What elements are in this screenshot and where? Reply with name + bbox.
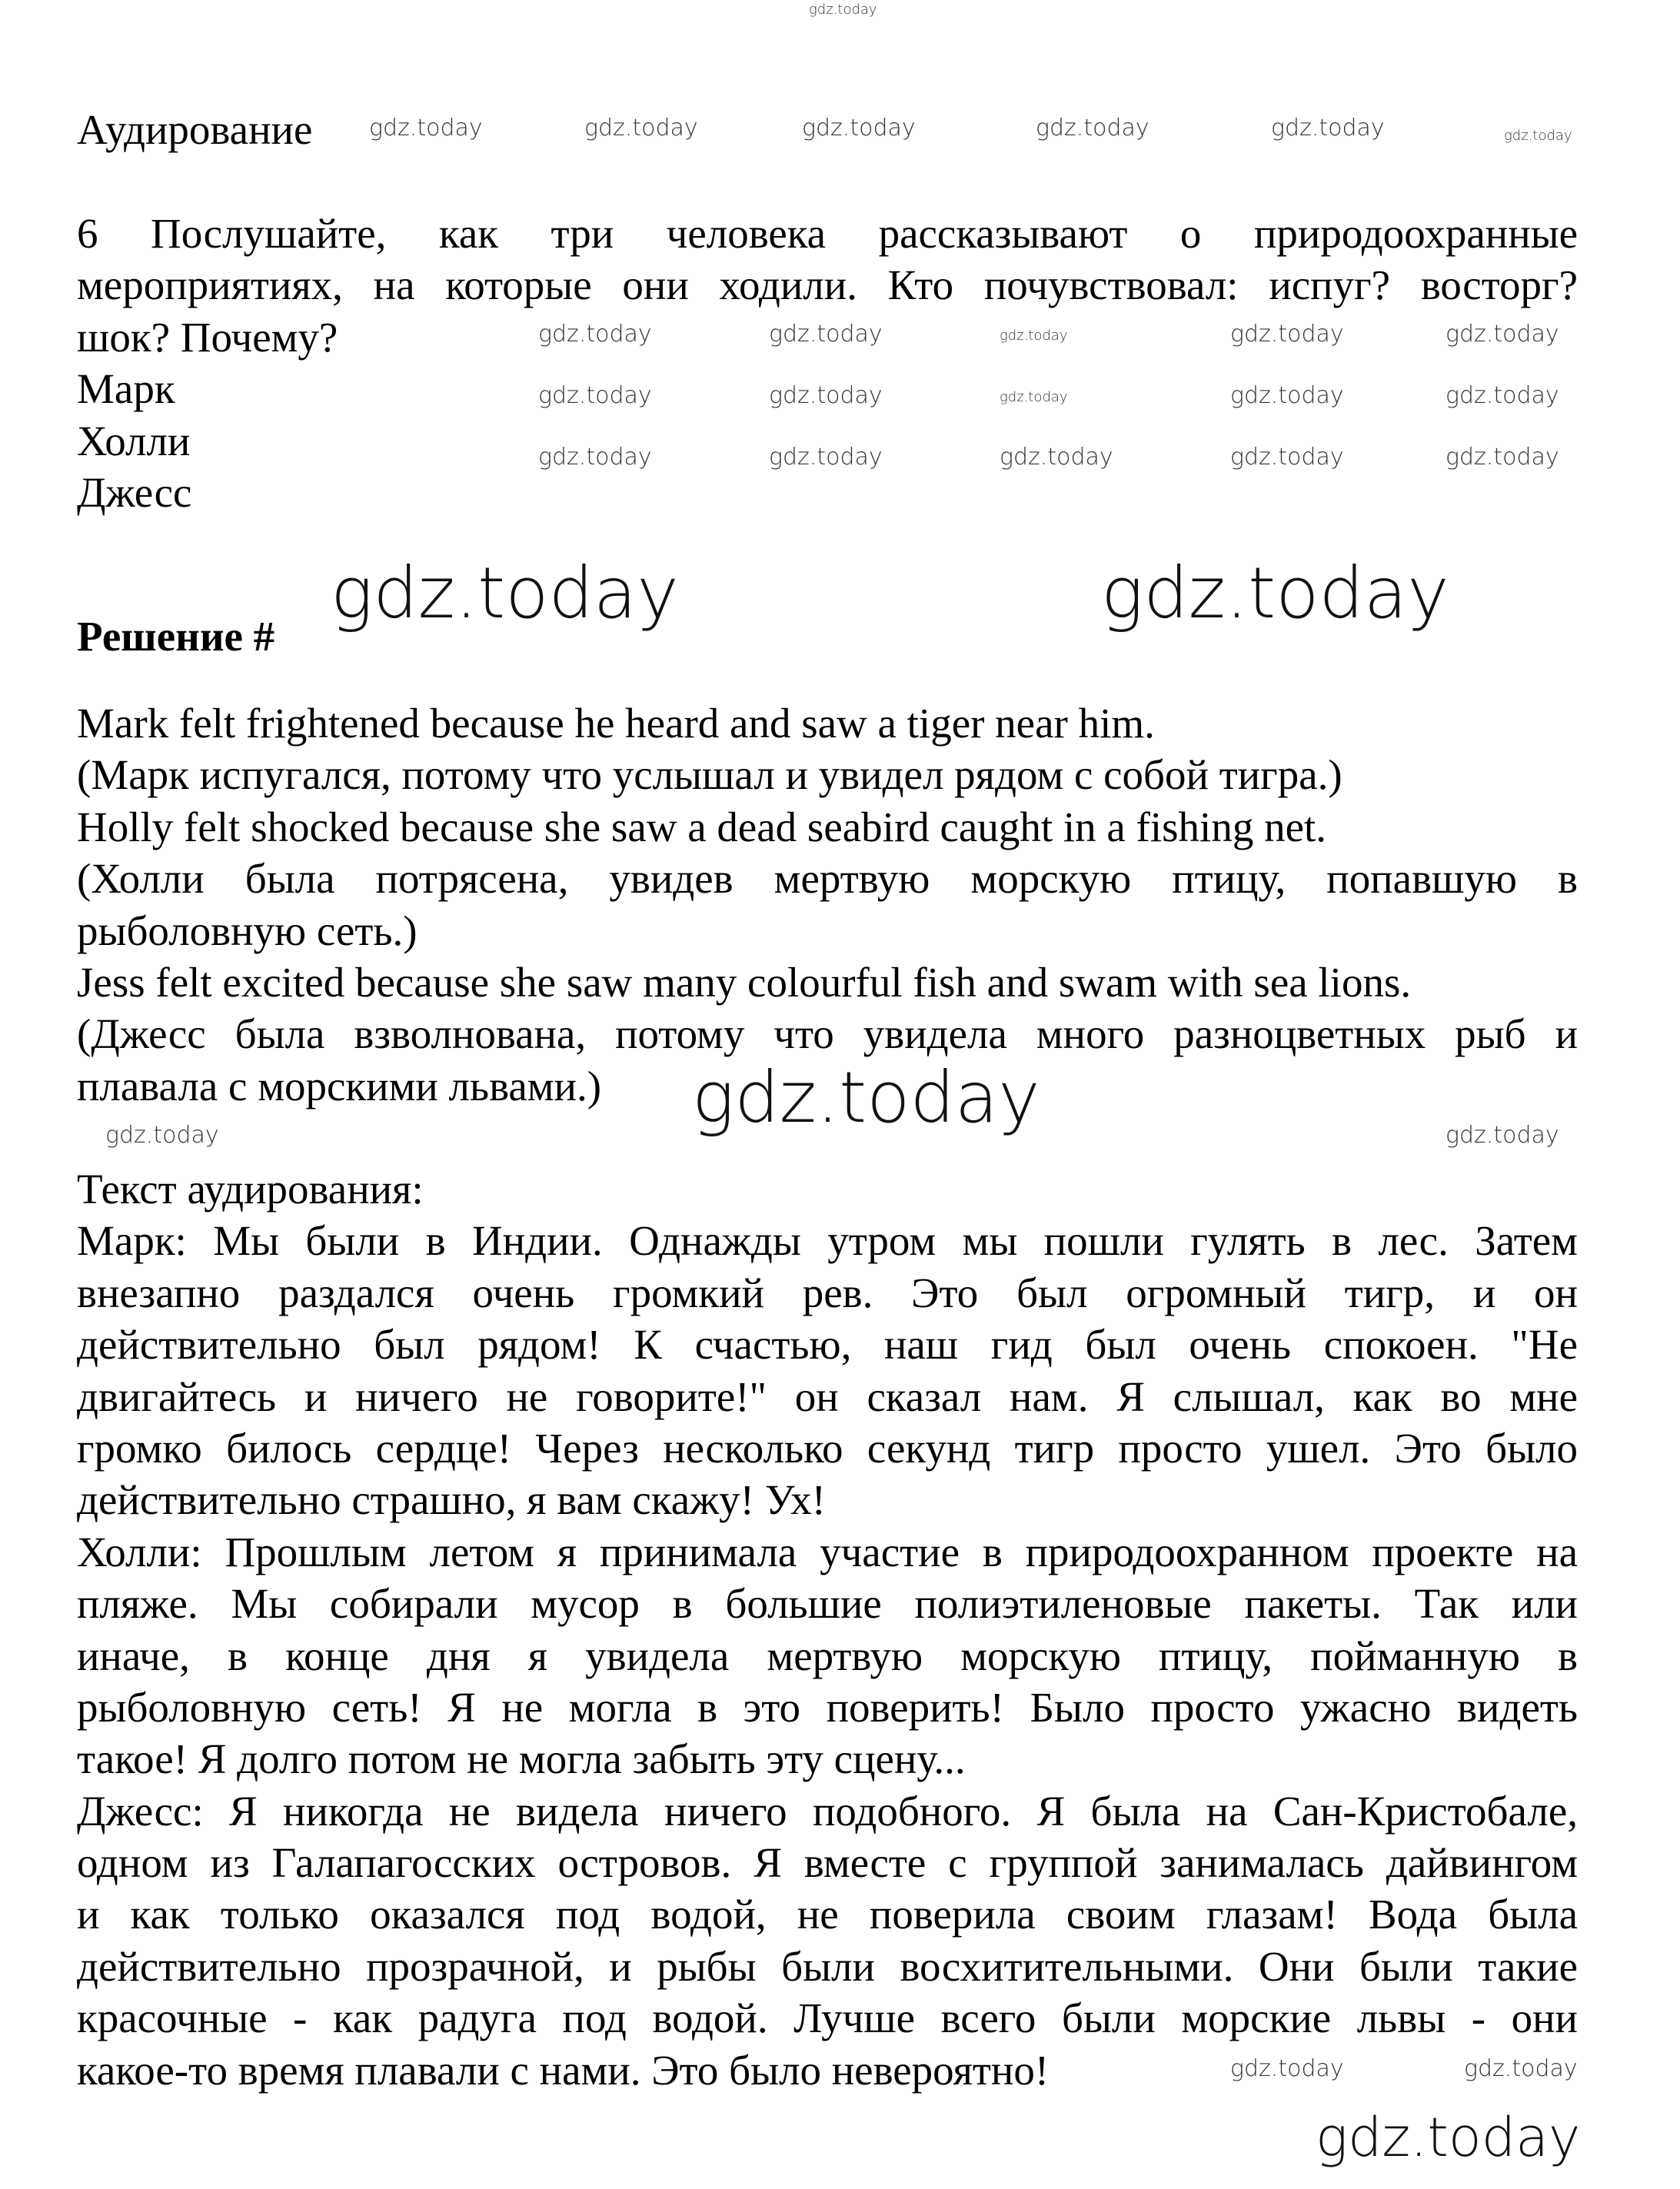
- transcript-line: двигайтесь и ничего не говорите!" он сказал нам. Я слышал, как во мне: [77, 1372, 1578, 1420]
- watermark: gdz.today: [1000, 444, 1113, 471]
- transcript-line: Джесс: Я никогда не видела ничего подобного. Я была на Сан-Кристобале,: [77, 1787, 1578, 1835]
- task-line: шок? Почему?: [77, 313, 338, 361]
- task-line: Джесс: [77, 468, 192, 516]
- watermark: gdz.today: [692, 1056, 1040, 1139]
- answer-line: (Марк испугался, потому что услышал и увидел рядом с собой тигра.): [77, 751, 1342, 799]
- watermark: gdz.today: [1101, 552, 1449, 634]
- watermark: gdz.today: [1316, 2106, 1581, 2169]
- watermark: gdz.today: [105, 1122, 219, 1149]
- transcript-line: и как только оказался под водой, не поверила своим глазам! Вода была: [77, 1891, 1578, 1938]
- watermark: gdz.today: [1445, 321, 1559, 348]
- watermark: gdz.today: [802, 115, 916, 141]
- answer-line: (Холли была потрясена, увидев мертвую морскую птицу, попавшую в: [77, 855, 1578, 903]
- transcript-line: Текст аудирования:: [77, 1166, 424, 1213]
- watermark: gdz.today: [1271, 115, 1385, 141]
- transcript-line: рыболовную сеть! Я не могла в это поверить! Было просто ужасно видеть: [77, 1683, 1578, 1731]
- watermark: gdz.today: [809, 2, 877, 18]
- solution-heading: Решение #: [77, 613, 275, 660]
- watermark: gdz.today: [1036, 115, 1149, 141]
- task-text: [77, 208, 1578, 518]
- task-line: 6 Послушайте, как три человека рассказывают о природоохранные: [77, 210, 1578, 257]
- transcript-line: действительно был рядом! К счастью, наш гид был очень спокоен. "Не: [77, 1321, 1578, 1369]
- transcript-line: красочные - как радуга под водой. Лучше всего были морские львы - они: [77, 1994, 1578, 2042]
- task-line: Марк: [77, 365, 175, 413]
- watermark: gdz.today: [1230, 321, 1344, 348]
- transcript-line: иначе, в конце дня я увидела мертвую морскую птицу, пойманную в: [77, 1632, 1578, 1679]
- watermark: gdz.today: [1464, 2055, 1578, 2082]
- watermark: gdz.today: [1504, 128, 1572, 144]
- answer-line: рыболовную сеть.): [77, 907, 418, 954]
- transcript-line: действительно прозрачной, и рыбы были восхитительными. Они были такие: [77, 1942, 1578, 1990]
- watermark: gdz.today: [1230, 444, 1344, 471]
- answer-line: плавала с морскими львами.): [77, 1062, 602, 1109]
- watermark: gdz.today: [538, 321, 652, 348]
- watermark: gdz.today: [538, 382, 652, 409]
- task-line: мероприятиях, на которые они ходили. Кто почувствовал: испуг? восторг?: [77, 261, 1578, 309]
- watermark: gdz.today: [538, 444, 652, 471]
- watermark: gdz.today: [1230, 2055, 1344, 2082]
- answer-text: [77, 697, 1578, 1112]
- answer-line: Jess felt excited because she saw many colourful fish and swam with sea lions.: [77, 958, 1412, 1006]
- task-line: Холли: [77, 417, 191, 464]
- transcript-line: громко билось сердце! Через несколько секунд тигр просто ушел. Это было: [77, 1424, 1578, 1472]
- transcript-line: пляже. Мы собирали мусор в большие полиэтиленовые пакеты. Так или: [77, 1580, 1578, 1628]
- watermark: gdz.today: [769, 444, 883, 471]
- watermark: gdz.today: [1000, 389, 1068, 405]
- answer-line: Mark felt frightened because he heard and saw a tiger near him.: [77, 700, 1155, 747]
- transcript-line: какое-то время плавали с нами. Это было невероятно!: [77, 2046, 1050, 2094]
- transcript-line: Марк: Мы были в Индии. Однажды утром мы пошли гулять в лес. Затем: [77, 1217, 1578, 1265]
- watermark: gdz.today: [331, 552, 679, 634]
- watermark: gdz.today: [369, 115, 483, 141]
- watermark: gdz.today: [1445, 1122, 1559, 1149]
- transcript-line: внезапно раздался очень громкий рев. Это был огромный тигр, и он: [77, 1269, 1578, 1316]
- watermark: gdz.today: [1230, 382, 1344, 409]
- transcript-line: такое! Я долго потом не могла забыть эту сцену...: [77, 1735, 966, 1783]
- answer-line: (Джесс была взволнована, потому что увидела много разноцветных рыб и: [77, 1010, 1578, 1058]
- section-title: Аудирование: [77, 106, 313, 153]
- watermark: gdz.today: [769, 382, 883, 409]
- transcript-text: [77, 1163, 1578, 2096]
- watermark: gdz.today: [1000, 328, 1068, 344]
- transcript-line: Холли: Прошлым летом я принимала участие в природоохранном проекте на: [77, 1528, 1578, 1575]
- answer-line: Holly felt shocked because she saw a dead seabird caught in a fishing net.: [77, 803, 1327, 850]
- watermark: gdz.today: [1445, 382, 1559, 409]
- transcript-line: действительно страшно, я вам скажу! Ух!: [77, 1476, 826, 1524]
- watermark: gdz.today: [769, 321, 883, 348]
- watermark: gdz.today: [1445, 444, 1559, 471]
- transcript-line: одном из Галапагосских островов. Я вместе с группой занималась дайвингом: [77, 1839, 1578, 1887]
- watermark: gdz.today: [584, 115, 698, 141]
